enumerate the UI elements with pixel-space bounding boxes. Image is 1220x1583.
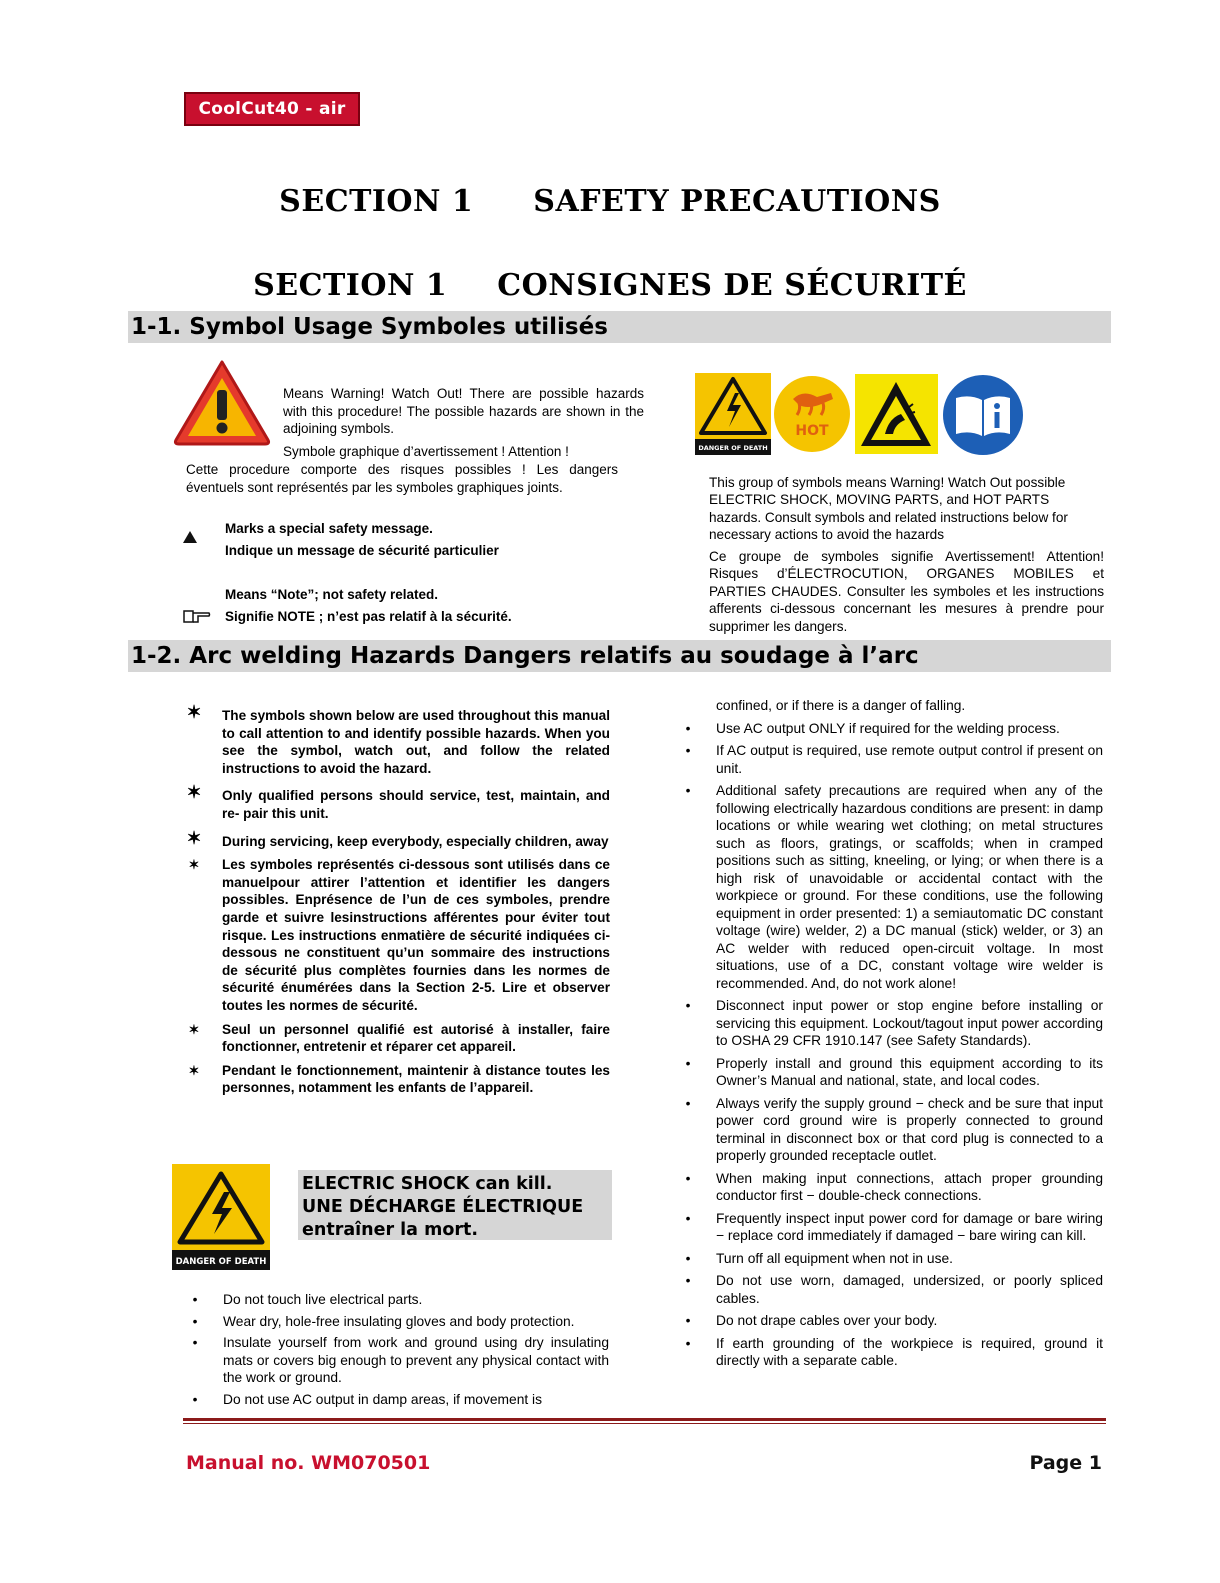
heading-arc-welding: 1-2. Arc welding Hazards Dangers relatifs au soudage à l’arc: [128, 640, 1111, 672]
star-list: [186, 702, 610, 1103]
section-title-fr: [0, 268, 1220, 303]
section-name: SAFETY PRECAUTIONS: [533, 184, 941, 219]
list-item: ✶ During servicing, keep everybody, especially children, away: [186, 827, 609, 849]
group-text-fr: Ce groupe de symboles signifie Avertissement! Attention! Risques d’ÉLECTROCUTION, ORGANES MOBILES et PARTIES CHAUDES. Consulter les symboles et les instructions afferents ci-dessous concernant les mesures à prendre pour supprimer les dangers.: [709, 549, 1104, 634]
left-bullet-list: [192, 1291, 609, 1414]
list-item: ✶ Seul un personnel qualifié est autorisé à installer, faire fonctionner, entretenir et réparer cet appareil.: [188, 1021, 610, 1055]
list-item: • Use AC output ONLY if required for the welding process.: [685, 720, 1060, 736]
list-item: • Disconnect input power or stop engine before installing or servicing this equipment. Lockout/tagout input power according to OSHA 29 CFR 1910.147 (see Safety Standards).: [685, 998, 1103, 1048]
section-number: SECTION 1: [253, 268, 448, 303]
static-discharge-icon: [855, 374, 938, 454]
section-number: SECTION 1: [279, 184, 474, 219]
note-text-en: Means “Note”; not safety related.: [225, 587, 439, 602]
list-item: • When making input connections, attach proper grounding conductor first − double-check connections.: [685, 1170, 1103, 1203]
read-manual-icon: [942, 374, 1024, 456]
marks-text-en: Marks a special safety message.: [225, 521, 433, 536]
shock-line-2: UNE DÉCHARGE ÉLECTRIQUE: [302, 1197, 584, 1217]
list-item: • Do not touch live electrical parts.: [192, 1292, 423, 1307]
footer-rule: [183, 1418, 1106, 1421]
list-item: • Insulate yourself from work and ground using dry insulating mats or covers big enough to prevent any physical contact with the work or ground.: [192, 1335, 609, 1385]
note-text-fr: Signifie NOTE ; n’est pas relatif à la sécurité.: [225, 609, 512, 624]
electric-shock-icon: [172, 1164, 270, 1270]
page-number: Page 1: [1029, 1452, 1102, 1474]
warning-triangle-icon: [170, 356, 274, 448]
list-item: • Do not drape cables over your body.: [685, 1313, 938, 1328]
list-item: • Turn off all equipment when not in use.: [685, 1250, 953, 1266]
list-item: • Additional safety precautions are required when any of the following electrically hazardous conditions are present: in damp locations or while wearing wet clothing; on metal structures such as floors, gratings, or scaffolds; when in cramped positions such as sitting, kneeling, or lying; or when there is a high risk of unavoidable or accidental contact with the workpiece or ground. For these conditions, use the following equipment in order presented: 1) a semiautomatic DC constant voltage (wire) welder, 2) a DC manual (stick) welder, or 3) an AC welder with reduced open-circuit voltage. In most situations, use of a DC, constant voltage wire welder is recommended. And, do not work alone!: [685, 783, 1103, 991]
brand-label: CoolCut40 - air: [184, 92, 360, 126]
continuation-text: confined, or if there is a danger of falling.: [716, 698, 966, 713]
shock-line-3: entraîner la mort.: [302, 1220, 478, 1240]
shock-line-1: ELECTRIC SHOCK can kill.: [302, 1174, 553, 1194]
list-item: • Frequently inspect input power cord for damage or bare wiring − replace cord immediately if damaged − bare wiring can kill.: [685, 1210, 1103, 1243]
list-item: • If earth grounding of the workpiece is required, ground it directly with a separate cable.: [685, 1335, 1103, 1368]
group-text-en: This group of symbols means Warning! Watch Out possible ELECTRIC SHOCK, MOVING PARTS, and HOT PARTS hazards. Consult symbols and related instructions below for necessary actions to avoid the hazards: [709, 475, 1068, 543]
list-item: • Always verify the supply ground − check and be sure that input power cord ground wire is properly connected to ground terminal in disconnect box or that cord plug is connected to a properly grounded receptacle outlet.: [685, 1095, 1103, 1163]
list-item: ✶ Les symboles représentés ci-dessous sont utilisés dans ce manuelpour attirer l’attention et identifier les dangers possibles. Enprésence de l’un de ces symboles, prendre garde et suivre lesinstructions afférentes pour éviter tout risque. Les instructions enmatière de sécurité indiquées ci-dessous ne constituent qu’un sommaire des instructions de sécurité plus complètes fournies dans les normes de sécurité énumérées dans la Section 2-5. Lire et observer toutes les normes de sécurité.: [188, 857, 610, 1013]
list-item: • Wear dry, hole-free insulating gloves and body protection.: [192, 1313, 575, 1329]
manual-number: Manual no. WM070501: [186, 1452, 431, 1474]
list-item: • If AC output is required, use remote output control if present on unit.: [685, 743, 1103, 776]
list-item: ✶ Only qualified persons should service, test, maintain, and re- pair this unit.: [186, 782, 610, 821]
warning-text-en: Means Warning! Watch Out! There are possible hazards with this procedure! The possible hazards are shown in the adjoining symbols.: [283, 386, 644, 436]
list-item: ✶ The symbols shown below are used throughout this manual to call attention to and identify possible hazards. When you see the symbol, watch out, and follow the related instructions to avoid the hazard.: [186, 702, 610, 776]
danger-of-death-icon: [695, 373, 771, 455]
right-bullet-list: [685, 697, 1103, 1376]
warning-text-fr-1: Symbole graphique d’avertissement ! Attention !: [283, 444, 569, 459]
heading-symbol-usage: 1-1. Symbol Usage Symboles utilisés: [128, 311, 1111, 343]
section-name: CONSIGNES DE SÉCURITÉ: [497, 268, 967, 303]
footer-rule-thin: [183, 1423, 1106, 1424]
hot-label: HOT: [795, 423, 829, 439]
marker-triangle-icon: [182, 530, 198, 544]
marks-text-fr: Indique un message de sécurité particulier: [225, 543, 499, 558]
warning-text-fr-2: Cette procedure comporte des risques possibles ! Les dangers éventuels sont représentés par les symboles graphiques joints.: [186, 462, 618, 495]
list-item: • Properly install and ground this equipment according to its Owner’s Manual and national, state, and local codes.: [685, 1055, 1103, 1088]
danger-label: DANGER OF DEATH: [175, 1257, 267, 1267]
electric-shock-warning-box: [298, 1170, 612, 1240]
list-item: • Do not use worn, damaged, undersized, or poorly spliced cables.: [685, 1273, 1103, 1306]
section-title-en: [0, 184, 1220, 219]
pointing-hand-icon: [183, 608, 211, 624]
hot-parts-icon: [773, 375, 851, 453]
list-item: ✶ Pendant le fonctionnement, maintenir à distance toutes les personnes, notamment les enfants de l’appareil.: [188, 1062, 610, 1096]
list-item: • Do not use AC output in damp areas, if movement is: [192, 1391, 543, 1407]
danger-label: DANGER OF DEATH: [698, 444, 768, 452]
